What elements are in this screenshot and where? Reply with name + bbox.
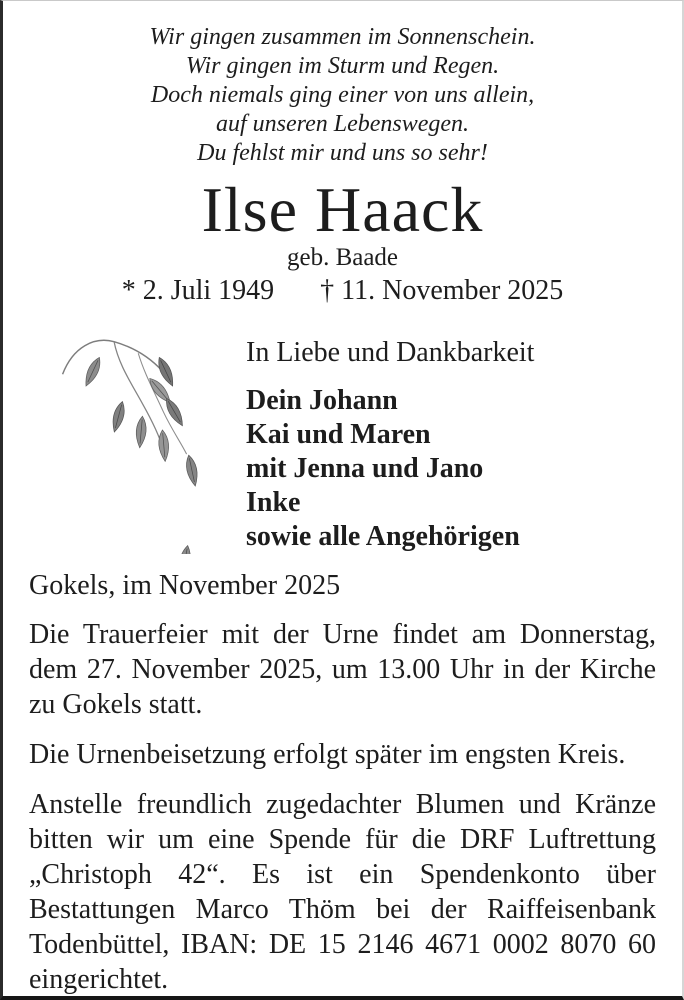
mourners-list [246, 384, 534, 554]
funeral-info-paragraph: Die Trauerfeier mit der Urne findet am Donnerstag, dem 27. November 2025, um 13.00 Uhr in der Kirche zu Gokels statt. [29, 619, 656, 720]
tribute-block [246, 328, 534, 554]
life-dates [29, 276, 656, 306]
memorial-poem [29, 23, 656, 168]
mourner-line: sowie alle Angehörigen [246, 521, 520, 552]
mourner-line: Kai und Maren [246, 419, 431, 450]
birth-name: geb. Baade [286, 244, 399, 271]
mourner-line: mit Jenna und Jano [246, 453, 484, 484]
urn-burial-paragraph: Die Urnenbeisetzung erfolgt später im engsten Kreis. [29, 739, 626, 770]
poem-line: Wir gingen zusammen im Sonnenschein. [149, 24, 536, 50]
deceased-name: Ilse Haack [201, 174, 484, 245]
birth-date: * 2. Juli 1949 [121, 275, 275, 306]
place-date-line: Gokels, im November 2025 [29, 570, 341, 601]
death-date: † 11. November 2025 [320, 275, 564, 306]
poem-line: auf unseren Lebenswegen. [215, 111, 470, 137]
poem-line: Wir gingen im Sturm und Regen. [185, 53, 500, 79]
mourner-line: Inke [246, 487, 301, 518]
tribute-line: In Liebe und Dankbarkeit [246, 337, 535, 368]
poem-line: Doch niemals ging einer von uns allein, [150, 82, 535, 108]
mourner-line: Dein Johann [246, 385, 398, 416]
tribute-section [29, 328, 656, 556]
donation-paragraph: Anstelle freundlich zugedachter Blumen und Kränze bitten wir um eine Spende für die DRF Luftrettung „Christoph 42“. Es ist ein Spendenkonto über Bestattungen Marco Thöm bei der Raiffeisenbank Todenbüttel, IBAN: DE 15 2146 4671 0002 8070 60 eingerichtet. [29, 789, 656, 995]
branch-illustration [53, 328, 213, 554]
poem-line: Du fehlst mir und uns so sehr! [197, 140, 488, 166]
